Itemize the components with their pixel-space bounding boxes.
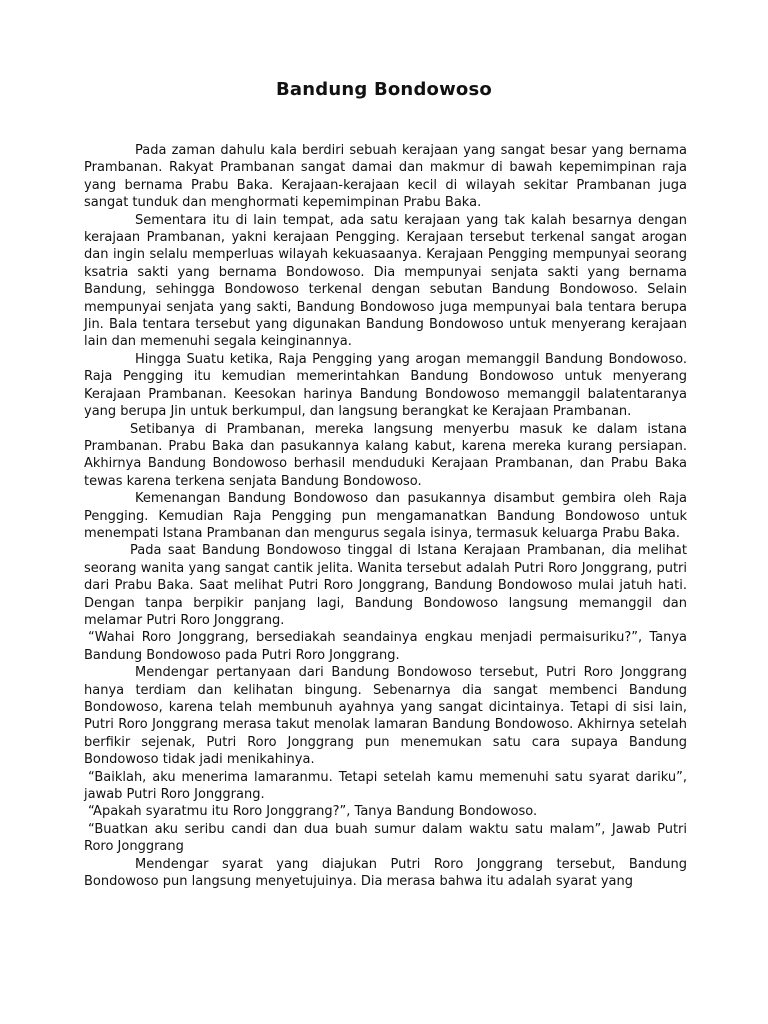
paragraph: Pada zaman dahulu kala berdiri sebuah kerajaan yang sangat besar yang bernama Prambanan. Rakyat Prambanan sangat damai dan makmur di bawah kepemimpinan raja yang bernama Prabu Baka. Kerajaan-kerajaan kecil di wilayah sekitar Prambanan juga sangat tunduk dan menghormati kepemimpinan Prabu Baka. xyxy=(84,143,687,211)
document-title: Bandung Bondowoso xyxy=(276,79,492,100)
paragraph: “Wahai Roro Jonggrang, bersediakah seandainya engkau menjadi permaisuriku?”, Tanya Bandung Bondowoso pada Putri Roro Jonggrang. xyxy=(84,630,687,663)
paragraph: “Buatkan aku seribu candi dan dua buah sumur dalam waktu satu malam”, Jawab Putri Roro Jonggrang xyxy=(84,821,687,855)
paragraph: Kemenangan Bandung Bondowoso dan pasukannya disambut gembira oleh Raja Pengging. Kemudian Raja Pengging pun mengamanatkan Bandung Bondowoso untuk menempati Istana Prambanan dan mengurus segala isinya, termasuk keluarga Prabu Baka. xyxy=(84,491,687,541)
paragraph: “Baiklah, aku menerima lamaranmu. Tetapi setelah kamu memenuhi satu syarat dariku”, jawab Putri Roro Jonggrang. xyxy=(84,769,687,803)
paragraph: Setibanya di Prambanan, mereka langsung menyerbu masuk ke dalam istana Prambanan. Prabu Baka dan pasukannya kalang kabut, karena mereka kurang persiapan. Akhirnya Bandung Bondowoso berhasil menduduki Kerajaan Prambanan, dan Prabu Baka tewas karena terkena senjata Bandung Bondowoso. xyxy=(84,421,687,489)
paragraph: Mendengar pertanyaan dari Bandung Bondowoso tersebut, Putri Roro Jonggrang hanya terdiam dan kelihatan bingung. Sebenarnya dia sangat membenci Bandung Bondowoso, karena telah membunuh ayahnya yang sangat dicintainya. Tetapi di sisi lain, Putri Roro Jonggrang merasa takut menolak lamaran Bandung Bondowoso. Akhirnya setelah berfikir sejenak, Putri Roro Jonggrang pun menemukan satu cara supaya Bandung Bondowoso tidak jadi menikahinya. xyxy=(84,665,687,768)
document-body xyxy=(84,142,687,890)
paragraph: Sementara itu di lain tempat, ada satu kerajaan yang tak kalah besarnya dengan kerajaan Prambanan, yakni kerajaan Pengging. Kerajaan tersebut terkenal sangat arogan dan ingin selalu memperluas wilayah kekuasaanya. Kerajaan Pengging mempunyai seorang ksatria sakti yang bernama Bondowoso. Dia mempunyai senjata sakti yang bernama Bandung, sehingga Bondowoso terkenal dengan sebutan Bandung Bondowoso. Selain mempunyai senjata yang sakti, Bandung Bondowoso juga mempunyai bala tentara berupa Jin. Bala tentara tersebut yang digunakan Bandung Bondowoso untuk menyerang kerajaan lain dan memenuhi segala keinginannya. xyxy=(84,212,687,350)
paragraph: Pada saat Bandung Bondowoso tinggal di Istana Kerajaan Prambanan, dia melihat seorang wanita yang sangat cantik jelita. Wanita tersebut adalah Putri Roro Jonggrang, putri dari Prabu Baka. Saat melihat Putri Roro Jonggrang, Bandung Bondowoso mulai jatuh hati. Dengan tanpa berpikir panjang lagi, Bandung Bondowoso langsung memanggil dan melamar Putri Roro Jonggrang. xyxy=(84,543,687,628)
paragraph: “Apakah syaratmu itu Roro Jonggrang?”, Tanya Bandung Bondowoso. xyxy=(88,804,538,820)
paragraph: Mendengar syarat yang diajukan Putri Roro Jonggrang tersebut, Bandung Bondowoso pun langsung menyetujuinya. Dia merasa bahwa itu adalah syarat yang xyxy=(84,856,687,890)
paragraph: Hingga Suatu ketika, Raja Pengging yang arogan memanggil Bandung Bondowoso. Raja Pengging itu kemudian memerintahkan Bandung Bondowoso untuk menyerang Kerajaan Prambanan. Keesokan harinya Bandung Bondowoso memanggil balatentaranya yang berupa Jin untuk berkumpul, dan langsung berangkat ke Kerajaan Prambanan. xyxy=(84,351,687,420)
